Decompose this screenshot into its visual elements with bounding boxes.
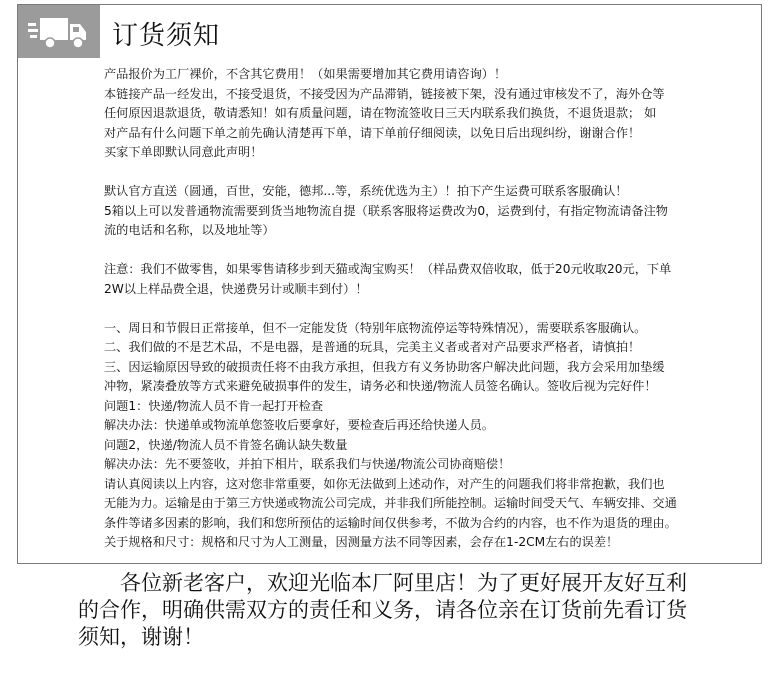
text-line: 问题1：快递/物流人员不肯一起打开检查 <box>104 398 324 413</box>
text-line: 请认真阅读以上内容，这对您非常重要，如你无法做到上述动作，对产生的问题我们将非常抱歉，我们也 <box>104 476 665 491</box>
text-line: 产品报价为工厂裸价，不含其它费用！（如果需要增加其它费用请咨询）！ <box>104 67 507 81</box>
text-line: 条件等诸多因素的影响，我们和您所预估的运输时间仅供参考，不做为合约的内容，也不作为退货的理由。 <box>104 515 677 530</box>
text-line: 任何原因退款退货，敬请悉知！如有质量问题，请在物流签收日三天内联系我们换货，不退货退款； 如 <box>104 106 657 120</box>
text-line: 问题2，快递/物流人员不肯签名确认缺失数量 <box>104 437 348 452</box>
title-icon-tab <box>18 5 100 58</box>
text-line: 冲物，紧凑叠放等方式来避免破损事件的发生，请务必和快递/物流人员签名确认。签收后视为完好件！ <box>104 379 657 393</box>
delivery-truck-icon <box>28 14 90 50</box>
text-line: 对产品有什么问题下单之前先确认清楚再下单，请下单前仔细阅读，以免日后出现纠纷，谢谢合作！ <box>104 125 641 140</box>
text-line: 2W以上样品费全退，快递费另计或顺丰到付）！ <box>104 281 368 296</box>
text-line: 关于规格和尺寸：规格和尺寸为人工测量，因测量方法不同等因素，会存在1-2CM左右的误差！ <box>104 535 619 549</box>
text-line: 流的电话和名称，以及地址等） <box>104 223 275 237</box>
welcome-line <box>78 570 768 597</box>
section-shipping <box>104 182 754 241</box>
text-line: 二、我们做的不是艺术品，不是电器，是普通的玩具，完美主义者或者对产品要求严格者，请慎拍！ <box>104 340 641 354</box>
welcome-message <box>78 570 768 651</box>
text-line: 5箱以上可以发普通物流需要到货当地物流自提（联系客服将运费改为0，运费到付，有指定物流请备注物 <box>104 203 668 218</box>
text-line: 本链接产品一经发出，不接受退货，不接受因为产品滞销，链接被下架，没有通过审核发不了，海外仓等 <box>104 86 665 101</box>
notice-box <box>17 4 762 564</box>
page-title: 订货须知 <box>112 21 221 51</box>
text-line: 解决办法：先不要签收，并拍下相片，联系我们与快递/物流公司协商赔偿！ <box>104 457 511 471</box>
text-line: 买家下单即默认同意此声明！ <box>104 145 263 159</box>
text-line: 解决办法：快递单或物流单您签收后要拿好，要检查后再还给快递人员。 <box>104 418 494 432</box>
section-retail-notice <box>104 260 754 299</box>
section-terms <box>104 319 754 553</box>
section-pricing <box>104 65 754 163</box>
text-line: 注意：我们不做零售，如果零售请移步到天猫或淘宝购买！（样品费双倍收取，低于20元收取20元，下单 <box>104 262 672 276</box>
welcome-line-2: 的合作，明确供需双方的责任和义务，请各位亲在订货前先看订货 <box>78 598 687 622</box>
text-line: 一、周日和节假日正常接单，但不一定能发货（特别年底物流停运等特殊情况），需要联系客服确认。 <box>104 320 647 335</box>
welcome-line-1: 各位新老客户，欢迎光临本厂阿里店！为了更好展开友好互利 <box>120 571 687 595</box>
text-line: 无能为力。运输是由于第三方快递或物流公司完成，并非我们所能控制。运输时间受天气、车辆安排、交通 <box>104 496 677 510</box>
welcome-line-3: 须知，谢谢！ <box>78 625 204 649</box>
text-line: 三、因运输原因导致的破损责任将不由我方承担，但我方有义务协助客户解决此问题，我方会采用加垫缓 <box>104 359 665 374</box>
text-line: 默认官方直送（圆通，百世，安能，德邦...等，系统优选为主）！拍下产生运费可联系客服确认！ <box>104 184 628 198</box>
notice-content <box>104 65 754 553</box>
